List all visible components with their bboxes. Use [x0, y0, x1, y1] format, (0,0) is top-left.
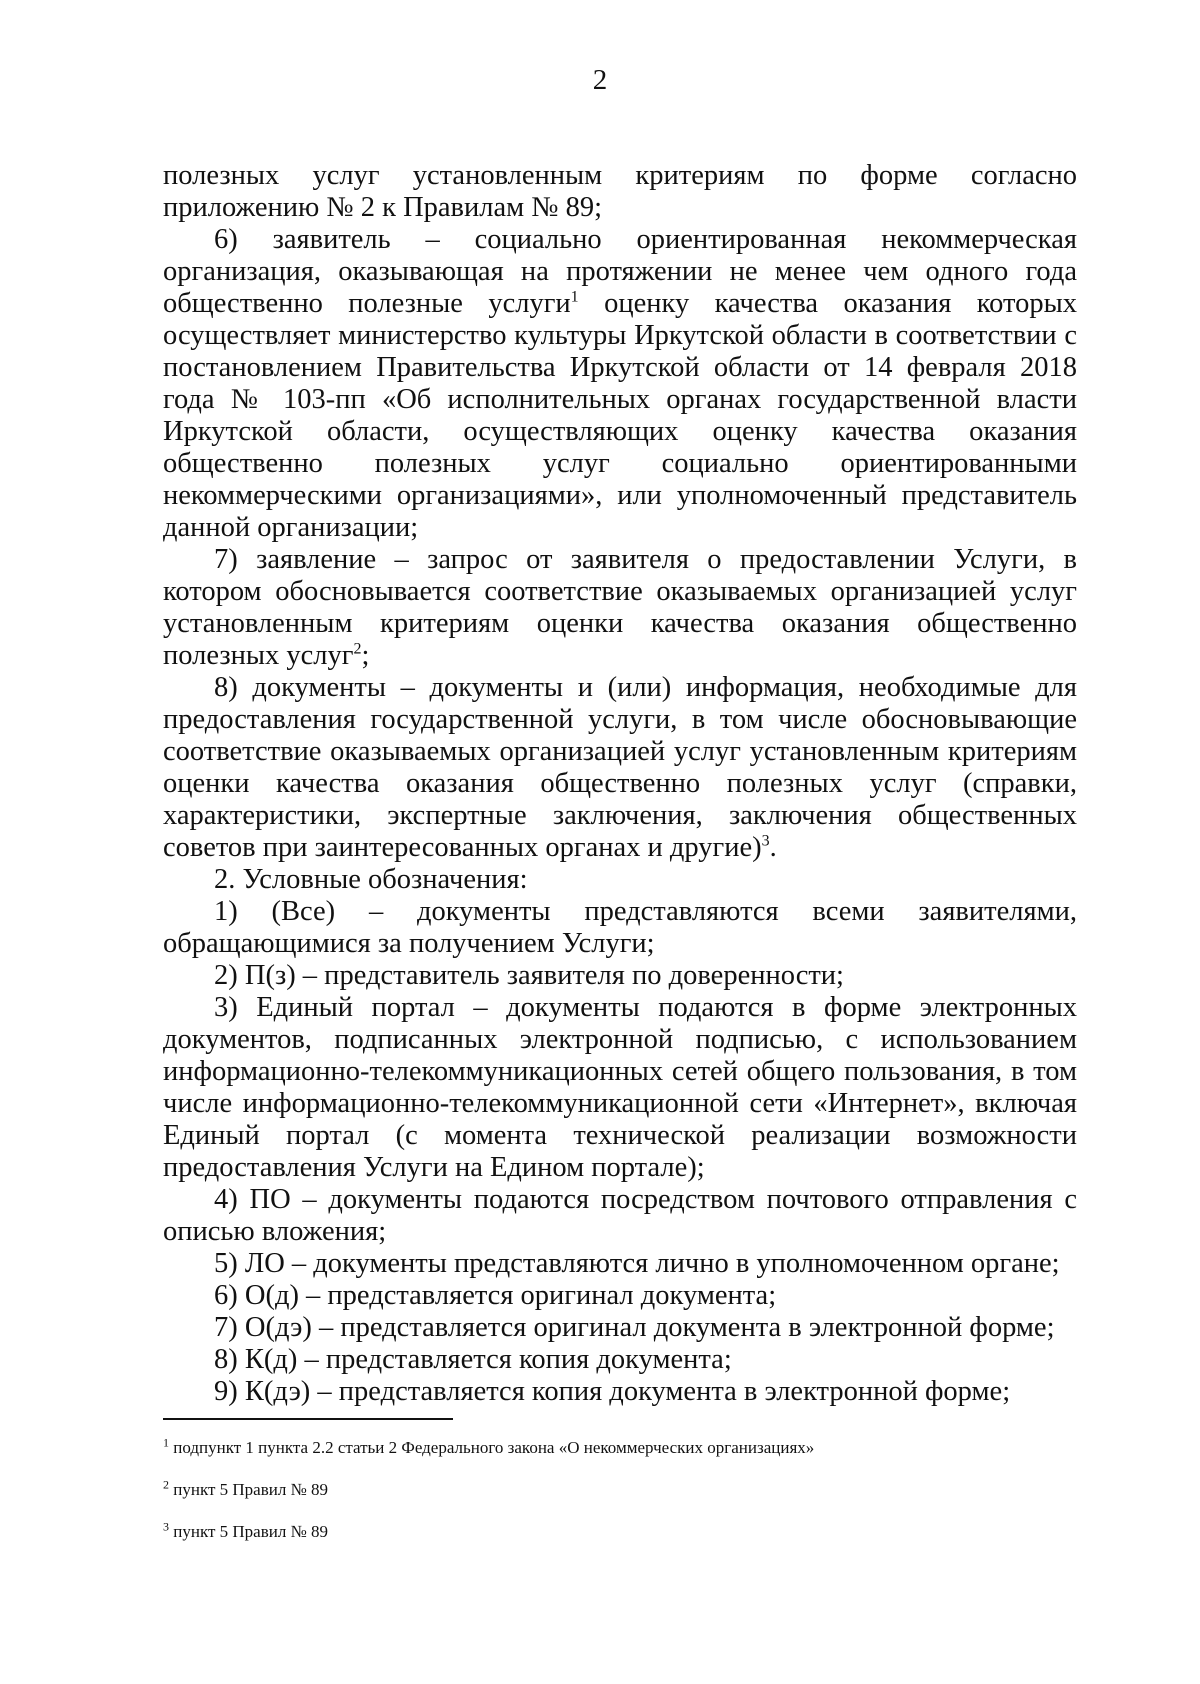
paragraph-text: .	[769, 832, 777, 863]
paragraph: полезных услуг установленным критериям по форме согласно приложению № 2 к Правилам № 89;	[163, 160, 1077, 223]
footnote-number: 3	[163, 1519, 169, 1534]
footnote-divider	[163, 1418, 453, 1420]
footnote-text: пункт 5 Правил № 89	[169, 1480, 329, 1499]
paragraph-text: 6) заявитель – социально ориентированная некоммерческая организация, оказывающая на протяжении не менее чем одного года общественно полезные услуги	[163, 224, 1077, 319]
paragraph	[163, 672, 1077, 864]
paragraph-text: ;	[361, 640, 370, 671]
footnote-number: 1	[163, 1435, 169, 1450]
list-item: 3) Единый портал – документы подаются в форме электронных документов, подписанных электронной подписью, с использованием информационно-телекоммуникационных сетей общего пользования, в том числе информационно-телекоммуникационной сети «Интернет», включая Единый портал (с момента технической реализации возможности предоставления Услуги на Едином портале);	[163, 992, 1077, 1183]
list-item: 4) ПО – документы подаются посредством почтового отправления с описью вложения;	[163, 1184, 1077, 1247]
footnote	[163, 1437, 1077, 1459]
paragraph	[163, 224, 1077, 544]
paragraph-text: 8) документы – документы и (или) информация, необходимые для предоставления государственной услуги, в том числе обосновывающие соответствие оказываемых организацией услуг установленным критериям оценки качества оказания общественно полезных услуг (справки, характеристики, экспертные заключения, заключения общественных советов при заинтересованных органах и другие)	[163, 672, 1077, 863]
footnote-number: 2	[163, 1477, 169, 1492]
list-item: 8) К(д) – представляется копия документа;	[214, 1344, 732, 1375]
footnote-text: подпункт 1 пункта 2.2 статьи 2 Федерального закона «О некоммерческих организациях»	[169, 1438, 815, 1457]
list-item: 1) (Все) – документы представляются всеми заявителями, обращающимися за получением Услуги;	[163, 896, 1077, 959]
list-item: 9) К(дэ) – представляется копия документа в электронной форме;	[214, 1376, 1011, 1407]
section-heading: 2. Условные обозначения:	[214, 864, 528, 895]
list-item: 5) ЛО – документы представляются лично в уполномоченном органе;	[214, 1248, 1060, 1279]
paragraph	[163, 544, 1077, 672]
list-item: 7) О(дэ) – представляется оригинал документа в электронной форме;	[214, 1312, 1055, 1343]
footnote-ref: 2	[353, 640, 362, 658]
page-number: 2	[592, 64, 608, 96]
footnote-ref: 3	[761, 832, 770, 850]
paragraph-text: 7) заявление – запрос от заявителя о предоставлении Услуги, в котором обосновывается соответствие оказываемых организацией услуг установленным критериям оценки качества оказания общественно полезных услуг	[163, 544, 1077, 671]
footnotes	[163, 1437, 1077, 1563]
footnote	[163, 1479, 1077, 1501]
footnote-ref: 1	[570, 288, 579, 306]
body-text	[163, 160, 1077, 1408]
footnote	[163, 1521, 1077, 1543]
paragraph-text: оценку качества оказания которых осуществляет министерство культуры Иркутской области в соответствии с постановлением Правительства Иркутской области от 14 февраля 2018 года № 103-пп «Об исполнительных органах государственной власти Иркутской области, осуществляющих оценку качества оказания общественно полезных услуг социально ориентированными некоммерческими организациями», или уполномоченный представитель данной организации;	[163, 288, 1077, 543]
list-item: 6) О(д) – представляется оригинал документа;	[214, 1280, 777, 1311]
list-item: 2) П(з) – представитель заявителя по доверенности;	[214, 960, 844, 991]
footnote-text: пункт 5 Правил № 89	[169, 1522, 329, 1541]
